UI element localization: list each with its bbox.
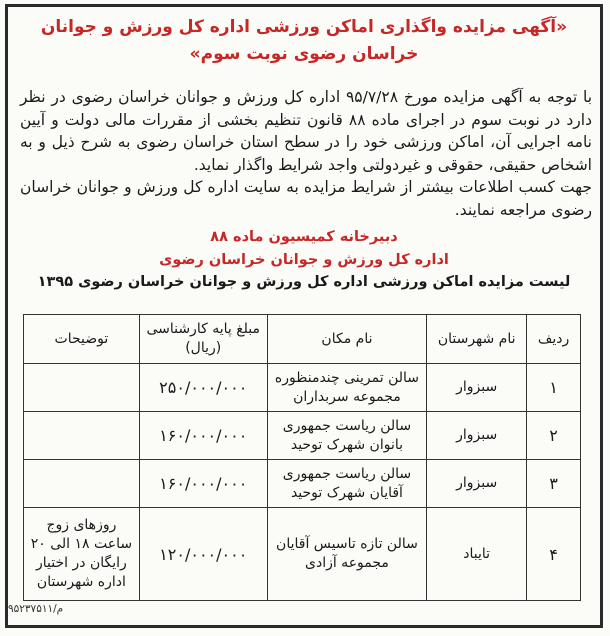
table-header-row	[24, 315, 581, 364]
footer-code: م/۹۵۲۳۷۵۱۱	[8, 603, 64, 615]
signature	[14, 226, 594, 272]
body-paragraph-1: با توجه به آگهی مزایده مورخ ۹۵/۷/۲۸ اداره کل ورزش و جوانان خراسان رضوی در نظر دارد در نوبت سوم در اجرای ماده ۸۸ قانون تنظیم بخشی از مقررات مالی دولت و آیین نامه اجرایی آن، اماکن ورزشی خود را در سطح استان خراسان رضوی به شرح ذیل و به اشخاص حقیقی، حقوقی و غیردولتی واجد شرایط واگذار نماید.	[20, 88, 593, 174]
cell-city: سبزوار	[427, 364, 527, 412]
cell-venue: سالن تازه تاسیس آقایان مجموعه آزادی	[267, 508, 427, 601]
notice-body	[20, 86, 592, 221]
cell-city: سبزوار	[427, 460, 527, 508]
title-line-1: «آگهی مزایده واگذاری اماکن ورزشی اداره کل ورزش و جوانان	[40, 17, 568, 37]
cell-row-no: ۲	[527, 412, 581, 460]
cell-venue: سالن تمرینی چندمنظوره مجموعه سربداران	[267, 364, 427, 412]
cell-price: ۱۶۰/۰۰۰/۰۰۰	[139, 412, 267, 460]
title-line-2: خراسان رضوی نوبت سوم»	[189, 44, 419, 64]
cell-price: ۱۶۰/۰۰۰/۰۰۰	[139, 460, 267, 508]
cell-row-no: ۳	[527, 460, 581, 508]
signature-line-1: دبیرخانه کمیسیون ماده ۸۸	[210, 229, 398, 245]
cell-venue: سالن ریاست جمهوری بانوان شهرک توحید	[267, 412, 427, 460]
cell-notes	[24, 412, 140, 460]
table-row	[24, 508, 581, 601]
cell-notes: روزهای زوج ساعت ۱۸ الی ۲۰ رایگان در اختیار اداره شهرستان	[24, 508, 140, 601]
cell-notes	[24, 364, 140, 412]
header-row-no: ردیف	[527, 315, 581, 364]
cell-city: تایباد	[427, 508, 527, 601]
header-notes: توضیحات	[24, 315, 140, 364]
table-row	[24, 364, 581, 412]
cell-city: سبزوار	[427, 412, 527, 460]
header-venue: نام مکان	[267, 315, 427, 364]
header-price: مبلغ پایه کارشناسی (ریال)	[139, 315, 267, 364]
list-title: لیست مزایده اماکن ورزشی اداره کل ورزش و جوانان خراسان رضوی ۱۳۹۵	[37, 274, 571, 290]
signature-line-2: اداره کل ورزش و جوانان خراسان رضوی	[159, 252, 449, 268]
table-row	[24, 460, 581, 508]
header-city: نام شهرستان	[427, 315, 527, 364]
notice-title	[14, 14, 594, 68]
cell-row-no: ۴	[527, 508, 581, 601]
cell-price: ۱۲۰/۰۰۰/۰۰۰	[139, 508, 267, 601]
cell-venue: سالن ریاست جمهوری آقایان شهرک توحید	[267, 460, 427, 508]
table-row	[24, 412, 581, 460]
auction-table	[23, 314, 581, 601]
cell-price: ۲۵۰/۰۰۰/۰۰۰	[139, 364, 267, 412]
cell-row-no: ۱	[527, 364, 581, 412]
cell-notes	[24, 460, 140, 508]
body-paragraph-2: جهت کسب اطلاعات بیشتر از شرایط مزایده به سایت اداره کل ورزش و جوانان خراسان رضوی مراجعه نمایند.	[20, 178, 592, 219]
